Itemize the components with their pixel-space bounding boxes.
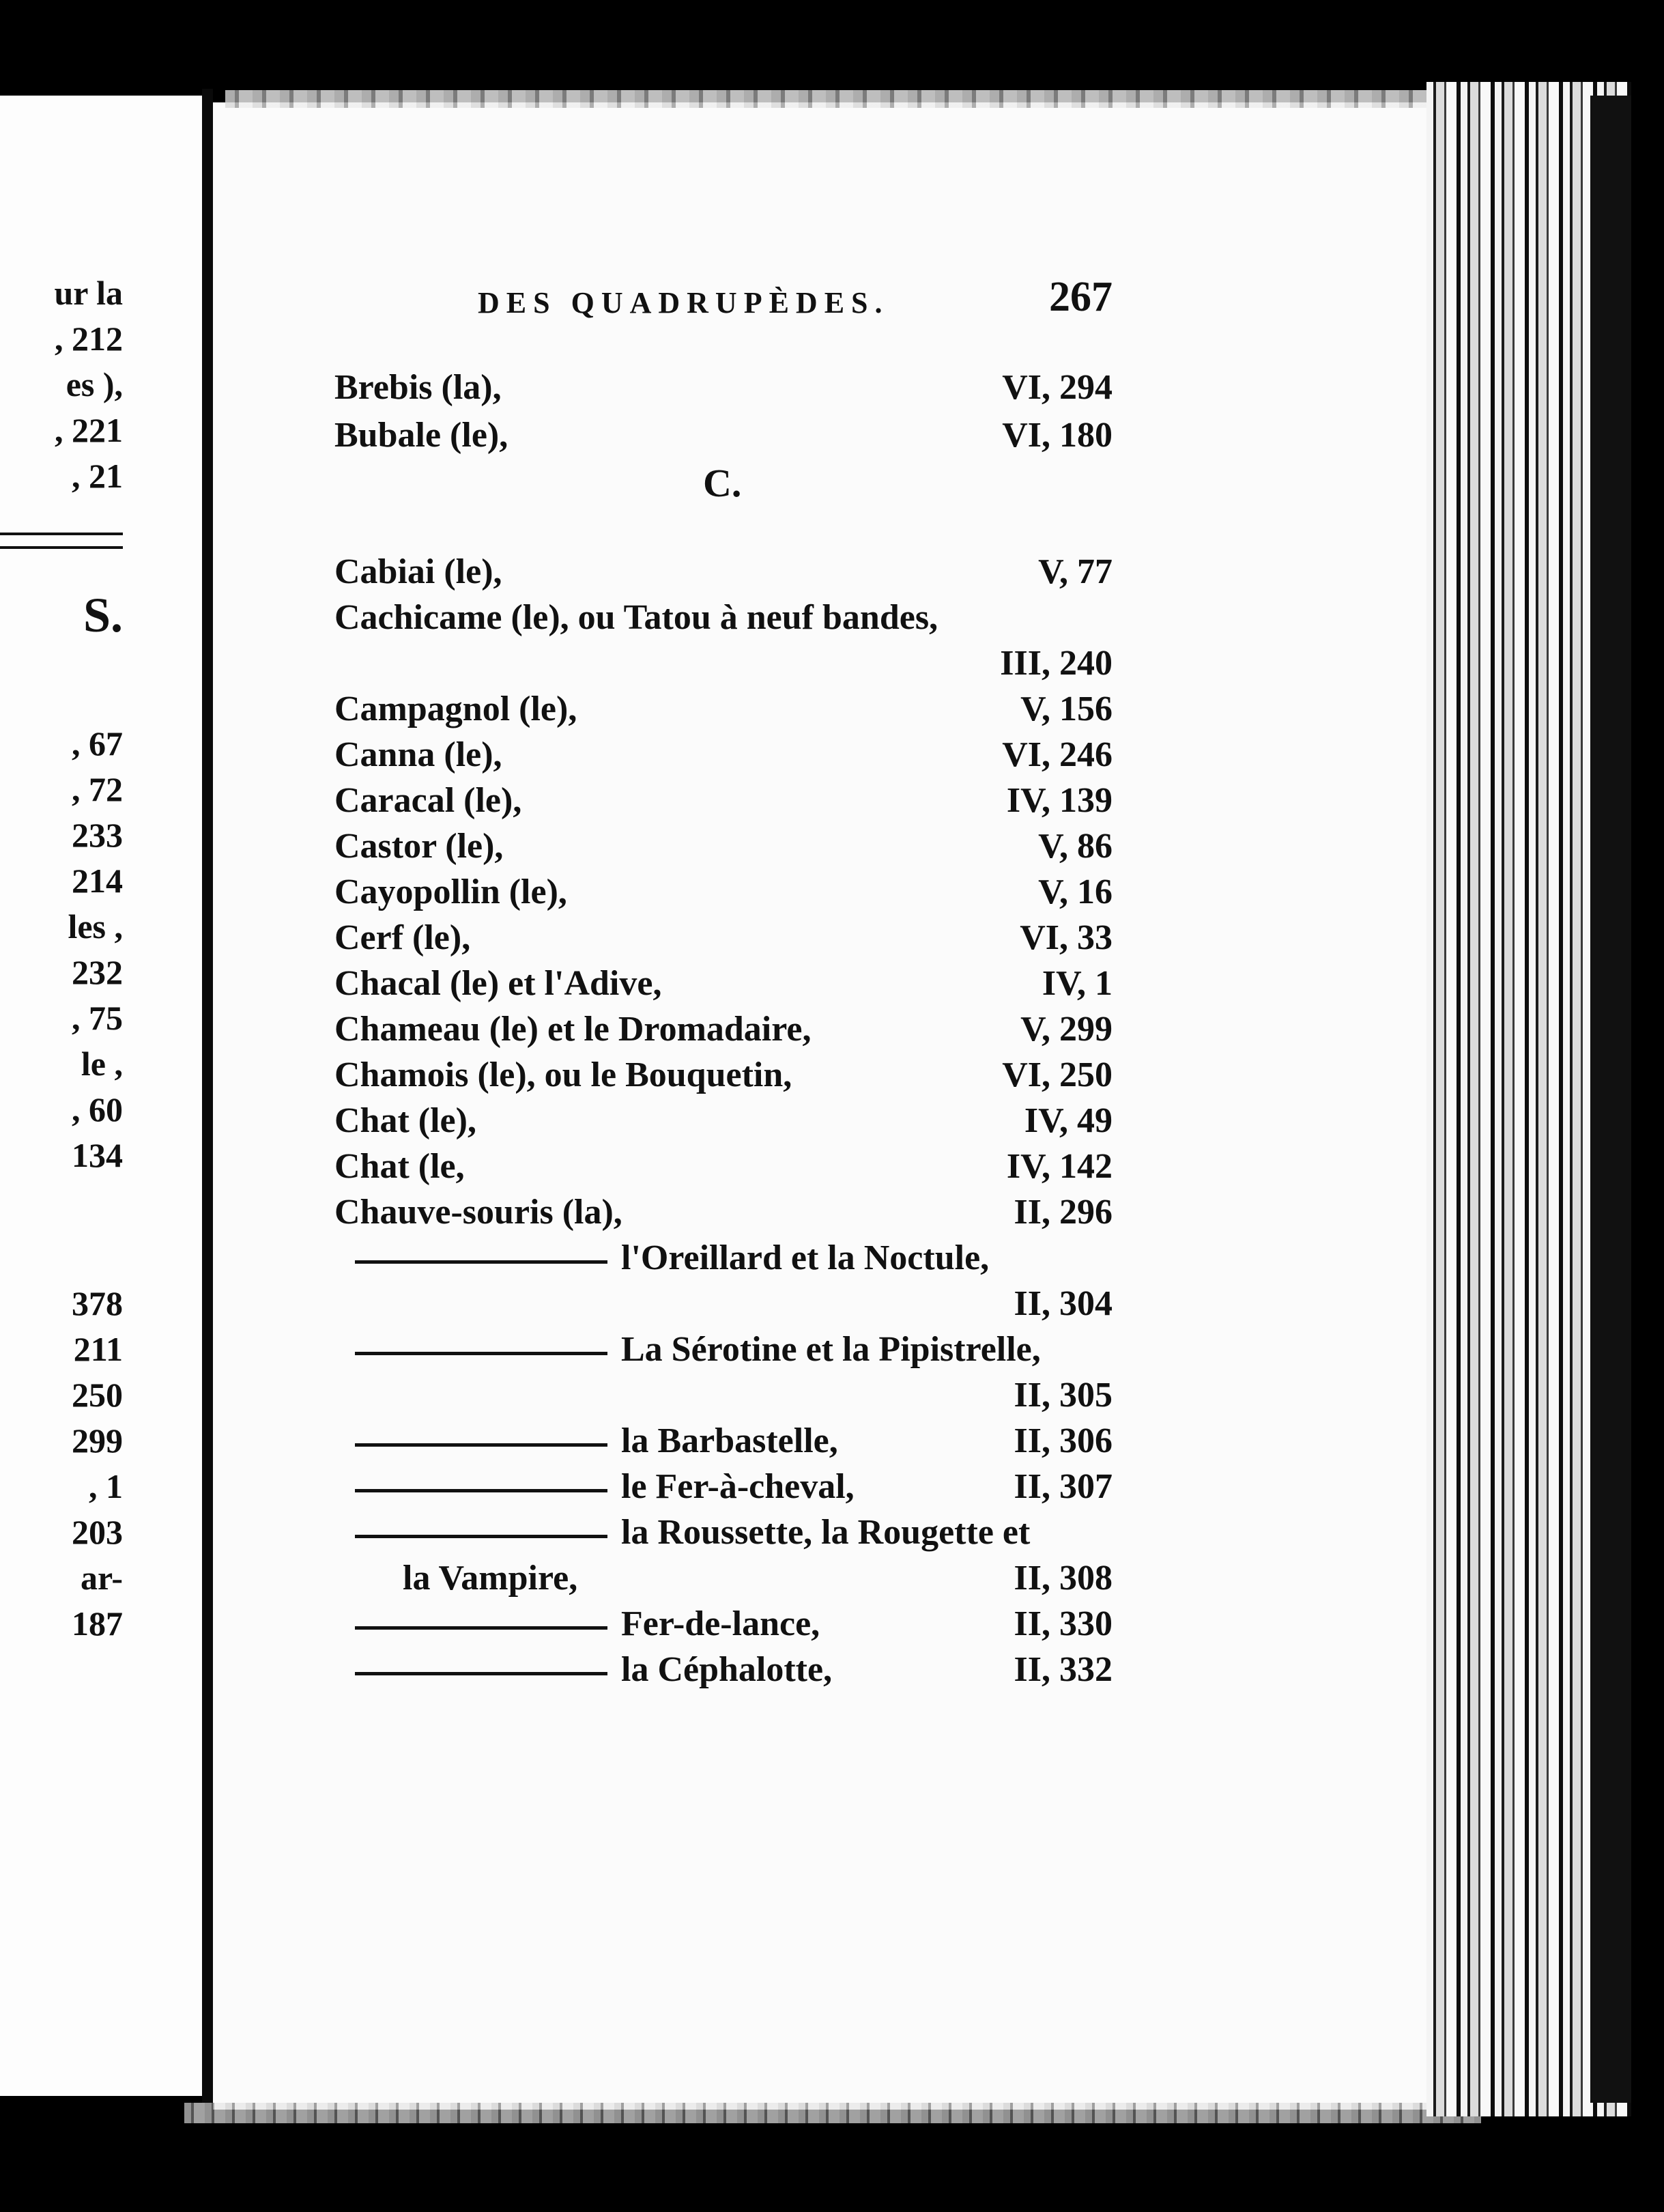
index-subentry: la Roussette, la Rougette et [334,1510,1113,1555]
index-entry: Campagnol (le), V, 156 [334,690,1113,728]
ditto-dash [355,1352,607,1355]
index-entry: Chauve-souris (la), II, 296 [334,1193,1113,1232]
index-subentry: Fer-de-lance, II, 330 [334,1602,1113,1647]
left-page-line: , 212 [55,320,123,358]
index-entry-continuation: la Vampire, II, 308 [403,1559,1113,1598]
index-entry-continuation: II, 304 [1014,1284,1113,1323]
index-entry: Cayopollin (le), V, 16 [334,873,1113,911]
ditto-dash [355,1443,607,1447]
left-page-line: S. [83,588,123,642]
left-page-line: 250 [72,1376,123,1414]
index-entry: Chat (le, IV, 142 [334,1147,1113,1186]
left-page-line: 233 [72,816,123,854]
index-entry: Cabiai (le), V, 77 [334,552,1113,591]
page-bottom-edge [184,2103,1481,2123]
index-subentry: l'Oreillard et la Noctule, [334,1236,1113,1281]
index-entry: Bubale (le), VI, 180 [334,416,1113,455]
left-page-line: es ), [66,365,123,403]
index-entry: Chat (le), IV, 49 [334,1101,1113,1140]
page-top-edge [225,90,1440,108]
left-page-fragment [0,96,205,2096]
index-entry: Chameau (le) et le Dromadaire, V, 299 [334,1010,1113,1049]
left-page-line: les , [68,907,123,946]
ditto-dash [355,1260,607,1264]
index-entry: Brebis (la), VI, 294 [334,368,1113,407]
index-entry: Chamois (le), ou le Bouquetin, VI, 250 [334,1055,1113,1094]
left-page-rule [0,533,123,535]
index-entry: Cachicame (le), ou Tatou à neuf bandes, [334,598,938,637]
left-page-line: 378 [72,1284,123,1322]
left-page-line: 232 [72,953,123,991]
ditto-dash [355,1672,607,1675]
index-entry: Chacal (le) et l'Adive, IV, 1 [334,964,1113,1003]
page-number: 267 [1049,274,1113,320]
index-subentry: la Céphalotte, II, 332 [334,1647,1113,1692]
index-entry: Cerf (le), VI, 33 [334,918,1113,957]
index-entry: Canna (le), VI, 246 [334,735,1113,774]
book-edge-shadow [1590,96,1631,2103]
index-entry: Castor (le), V, 86 [334,827,1113,866]
left-page-line: le , [81,1045,123,1083]
ditto-dash [355,1626,607,1630]
index-entry-continuation: II, 305 [1014,1376,1113,1415]
left-page-line: 299 [72,1421,123,1460]
index-subentry: la Barbastelle, II, 306 [334,1419,1113,1464]
index-subentry: La Sérotine et la Pipistrelle, [334,1327,1113,1372]
left-page-line: 214 [72,862,123,900]
page-header [334,273,1113,335]
index-subentry: le Fer-à-cheval, II, 307 [334,1464,1113,1509]
left-page-line: ar- [81,1559,123,1597]
running-head: DES QUADRUPÈDES. [478,286,889,320]
left-page-line: , 60 [72,1090,123,1129]
index-entry-continuation: III, 240 [1000,644,1113,683]
left-page-line: , 67 [72,724,123,763]
left-page-line: , 75 [72,999,123,1037]
left-page-line: 187 [72,1604,123,1643]
left-page-line: , 21 [72,457,123,495]
left-page-line: , 221 [55,411,123,449]
left-page-line: 203 [72,1513,123,1551]
section-heading: C. [703,461,742,505]
ditto-dash [355,1535,607,1538]
left-page-line: , 1 [89,1467,123,1505]
left-page-line: ur la [54,274,123,312]
left-page-line: 211 [73,1330,123,1368]
left-page-line: , 72 [72,770,123,808]
book-gutter [202,89,213,2103]
ditto-dash [355,1489,607,1492]
left-page-line: 134 [72,1136,123,1174]
index-entry: Caracal (le), IV, 139 [334,781,1113,820]
left-page-rule [0,546,123,549]
